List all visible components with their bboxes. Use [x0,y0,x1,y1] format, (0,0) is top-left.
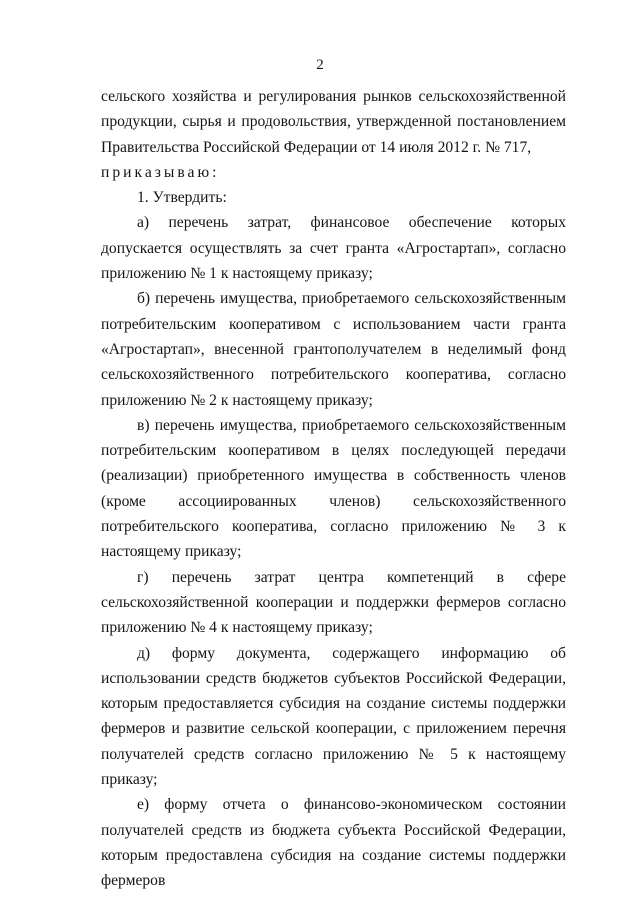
item-b-paragraph: б) перечень имущества, приобретаемого сельскохозяйственным потребительским кооперативом с использованием части гранта «Агростартап», внесенной грантополучателем в неделимый фонд сельскохозяйственного потребительского кооператива, согласно приложению № 2 к настоящему приказу; [101,290,566,409]
item-a-paragraph: а) перечень затрат, финансовое обеспечение которых допускается осуществлять за счет гранта «Агростартап», согласно приложению № 1 к настоящему приказу; [101,214,566,283]
item-g-paragraph: г) перечень затрат центра компетенций в сфере сельскохозяйственной кооперации и поддержки фермеров согласно приложению № 4 к настоящему приказу; [101,568,566,637]
item-e-paragraph: е) форму отчета о финансово-экономическом состоянии получателей средств из бюджета субъекта Российской Федерации, которым предоставлена субсидия на создание системы поддержки фермеров [101,796,566,890]
item-v-paragraph: в) перечень имущества, приобретаемого сельскохозяйственным потребительским кооперативом в целях последующей передачи (реализации) приобретенного имущества в собственность членов (кроме ассоциированных членов) сельскохозяйственного потребительского кооператива, согласно приложению № 3 к настоящему приказу; [101,416,566,561]
document-body [101,84,566,894]
page-number: 2 [316,57,324,73]
item-1-heading: 1. Утвердить: [137,189,227,207]
order-word: приказываю: [101,163,220,181]
intro-paragraph: сельского хозяйства и регулирования рынков сельскохозяйственной продукции, сырья и продовольствия, утвержденной постановлением Правительства Российской Федерации от 14 июля 2012 г. № 717, [101,88,566,156]
item-d-paragraph: д) форму документа, содержащего информацию об использовании средств бюджетов субъектов Российской Федерации, которым предоставляется субсидия на создание системы поддержки фермеров и развитие сельской кооперации, с приложением перечня получателей средств согласно приложению № 5 к настоящему приказу; [101,644,566,789]
